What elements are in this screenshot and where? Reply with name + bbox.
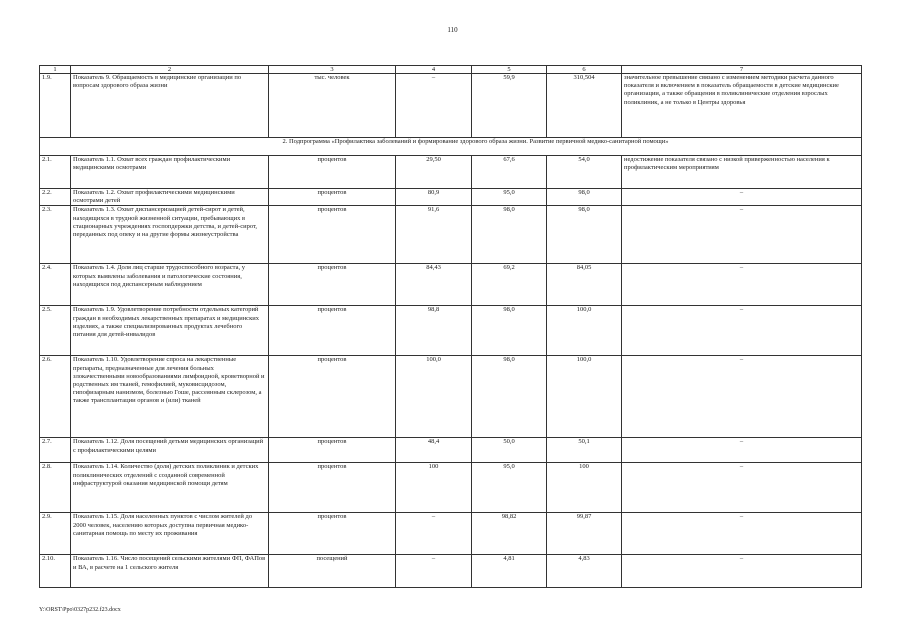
value-cell: 100,0 [547,306,622,356]
row-number: 2.4. [40,264,71,306]
table-row [40,555,862,588]
value-cell: 4,81 [472,555,547,588]
value-cell: 59,9 [472,74,547,138]
value-cell: 50,0 [472,438,547,463]
indicator-name: Показатель 1.4. Доля лиц старше трудоспособного возраста, у которых выявлены заболевания и патологические состояния, находящихся под диспансерным наблюдением [71,264,269,306]
indicator-name: Показатель 9. Обращаемость в медицинские организации по вопросам здорового образа жизни [71,74,269,138]
value-cell: 95,0 [472,463,547,513]
value-cell: 100,0 [547,356,622,438]
table-row [40,438,862,463]
table-row [40,264,862,306]
value-cell: 99,87 [547,513,622,555]
row-number: 2.9. [40,513,71,555]
value-cell: 69,2 [472,264,547,306]
section-row [40,138,862,156]
unit-cell: процентов [269,156,396,189]
value-cell: 50,1 [547,438,622,463]
table-row [40,463,862,513]
note-cell: – [622,189,862,206]
value-cell: 84,43 [396,264,472,306]
value-cell: 310,504 [547,74,622,138]
row-number: 2.7. [40,438,71,463]
unit-cell: процентов [269,438,396,463]
indicator-name: Показатель 1.10. Удовлетворение спроса на лекарственные препараты, предназначенные для лечения больных злокачественными новообразованиями лимфоидной, кроветворной и родственных им тканей, гемофилией, муковисцидозом, гипофизарным нанизмом, болезнью Гоше, рассеянным склерозом, а также трансплантации органов и (или) тканей [71,356,269,438]
unit-cell: процентов [269,189,396,206]
column-header: 1 [40,66,71,74]
table-row [40,356,862,438]
value-cell: 100 [396,463,472,513]
note-cell: – [622,463,862,513]
indicator-name: Показатель 1.15. Доля населенных пунктов с числом жителей до 2000 человек, населению которых доступна первичная медико-санитарная помощь по месту их проживания [71,513,269,555]
row-number: 2.10. [40,555,71,588]
indicator-name: Показатель 1.14. Количество (доля) детских поликлиник и детских поликлинических отделений с созданной современной инфраструктурой оказания медицинской помощи детям [71,463,269,513]
note-cell: значительное превышение связано с изменением методики расчета данного показателя и включением в показатель обращаемости в детские медицинские организации, а также обращения в поликлинические отделения взрослых поликлиник, а не только в Центры здоровья [622,74,862,138]
note-cell: – [622,555,862,588]
value-cell: 98,0 [472,306,547,356]
note-cell: – [622,264,862,306]
value-cell: 98,0 [547,189,622,206]
unit-cell: процентов [269,306,396,356]
row-number: 2.5. [40,306,71,356]
document-file-path: Y:\ORST\Ppo\0327p232.f23.docx [39,607,121,613]
row-number: 2.8. [40,463,71,513]
unit-cell: процентов [269,264,396,306]
row-number: 2.6. [40,356,71,438]
value-cell: 80,9 [396,189,472,206]
unit-cell: процентов [269,356,396,438]
row-number: 2.1. [40,156,71,189]
value-cell: 98,82 [472,513,547,555]
table-row [40,74,862,138]
value-cell: – [396,513,472,555]
column-header: 5 [472,66,547,74]
page-number: 110 [447,26,458,34]
note-cell: – [622,306,862,356]
note-cell: недостижение показателя связано с низкой приверженностью населения к профилактическим мероприятиям [622,156,862,189]
table-row [40,156,862,189]
value-cell: 95,0 [472,189,547,206]
indicator-name: Показатель 1.12. Доля посещений детьми медицинских организаций с профилактическими целями [71,438,269,463]
row-number: 1.9. [40,74,71,138]
value-cell: 4,83 [547,555,622,588]
unit-cell: процентов [269,463,396,513]
value-cell: 100,0 [396,356,472,438]
value-cell: 54,0 [547,156,622,189]
value-cell: – [396,555,472,588]
column-header: 7 [622,66,862,74]
row-number: 2.3. [40,206,71,264]
value-cell: 67,6 [472,156,547,189]
value-cell: 48,4 [396,438,472,463]
table-row [40,206,862,264]
unit-cell: тыс. человек [269,74,396,138]
table-header-row [40,66,862,74]
value-cell: 84,05 [547,264,622,306]
value-cell: 91,6 [396,206,472,264]
table-row [40,306,862,356]
indicators-table [39,65,862,588]
table-row [40,189,862,206]
value-cell: 98,0 [472,356,547,438]
value-cell: 29,50 [396,156,472,189]
table-row [40,513,862,555]
unit-cell: процентов [269,206,396,264]
row-number: 2.2. [40,189,71,206]
value-cell: 98,0 [547,206,622,264]
unit-cell: посещений [269,555,396,588]
value-cell: – [396,74,472,138]
value-cell: 100 [547,463,622,513]
column-header: 4 [396,66,472,74]
note-cell: – [622,438,862,463]
indicator-name: Показатель 1.3. Охват диспансеризацией детей-сирот и детей, находящихся в трудной жизненной ситуации, пребывающих в стационарных учреждениях госпопдержки детства, и детей-сирот, переданных под опеку и на другие формы жизнеустройства [71,206,269,264]
value-cell: 98,8 [396,306,472,356]
indicator-name: Показатель 1.2. Охват профилактическими медицинскими осмотрами детей [71,189,269,206]
note-cell: – [622,356,862,438]
section-title: 2. Подпрограмма «Профилактика заболеваний и формирование здорового образа жизни. Развитие первичной медико-санитарной помощи» [40,138,862,156]
indicator-name: Показатель 1.9. Удовлетворение потребности отдельных категорий граждан в необходимых лекарственных препаратах и медицинских изделиях, а также специализированных продуктах лечебного питания для детей-инвалидов [71,306,269,356]
column-header: 3 [269,66,396,74]
unit-cell: процентов [269,513,396,555]
note-cell: – [622,206,862,264]
indicator-name: Показатель 1.1. Охват всех граждан профилактическими медицинскими осмотрами [71,156,269,189]
value-cell: 98,0 [472,206,547,264]
column-header: 6 [547,66,622,74]
column-header: 2 [71,66,269,74]
indicator-name: Показатель 1.16. Число посещений сельскими жителями ФП, ФАПов и ВА, в расчете на 1 сельского жителя [71,555,269,588]
note-cell: – [622,513,862,555]
